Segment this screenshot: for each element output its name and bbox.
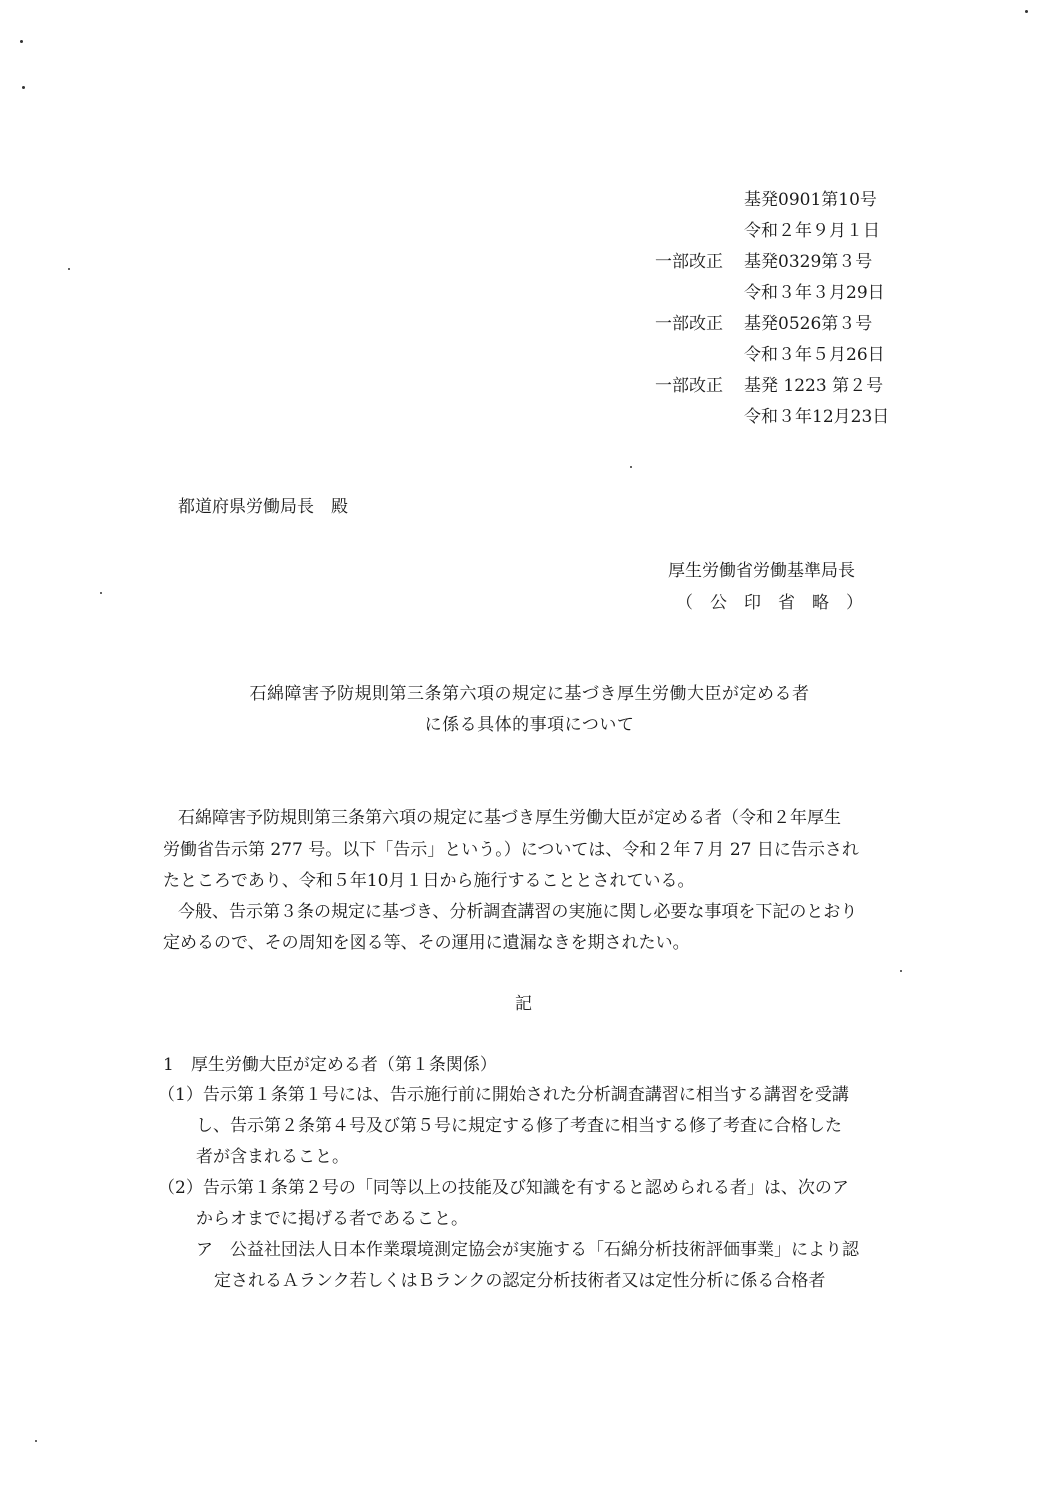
seal-note: （ 公 印 省 略 ）: [676, 593, 863, 613]
ref-date: 令和３年３月29日: [744, 283, 885, 303]
ref-number: 基発 1223 第２号: [744, 376, 884, 396]
ref-number: 基発0901第10号: [744, 190, 877, 210]
document-title-line-1: 石綿障害予防規則第三条第六項の規定に基づき厚生労働大臣が定める者: [249, 684, 810, 704]
section-item-line: （2）告示第１条第２号の「同等以上の技能及び知識を有すると認められる者」は、次のア: [158, 1178, 849, 1198]
ki-marker: 記: [515, 994, 532, 1014]
scan-speck: [22, 86, 25, 89]
scan-speck: [100, 592, 102, 594]
body-line: 労働省告示第 277 号。以下「告示」という。）については、令和２年７月 27 日に告示され: [163, 840, 859, 860]
ref-date: 令和２年９月１日: [744, 221, 880, 241]
section-item-line: からオまでに掲げる者であること。: [196, 1209, 468, 1229]
ref-amendment-label: 一部改正: [655, 252, 723, 272]
section-item-line: し、告示第２条第４号及び第５号に規定する修了考査に相当する修了考査に合格した: [196, 1116, 842, 1136]
section-subitem-line: ア 公益社団法人日本作業環境測定協会が実施する「石綿分析技術評価事業」により認: [196, 1240, 859, 1260]
document-title-line-2: に係る具体的事項について: [424, 715, 635, 735]
section-item-line: （1）告示第１条第１号には、告示施行前に開始された分析調査講習に相当する講習を受講: [158, 1085, 849, 1105]
section-item-line: 者が含まれること。: [196, 1147, 349, 1167]
section-subitem-line: 定されるＡランク若しくはＢランクの認定分析技術者又は定性分析に係る合格者: [214, 1271, 826, 1291]
scan-speck: [35, 1440, 37, 1442]
body-line: たところであり、令和５年10月１日から施行することとされている。: [163, 871, 695, 891]
ref-number: 基発0526第３号: [744, 314, 873, 334]
scan-speck: [630, 466, 632, 468]
section-heading: 1 厚生労働大臣が定める者（第１条関係）: [163, 1055, 497, 1075]
ref-amendment-label: 一部改正: [655, 376, 723, 396]
ref-amendment-label: 一部改正: [655, 314, 723, 334]
scan-speck: [20, 40, 23, 43]
body-line: 今般、告示第３条の規定に基づき、分析調査講習の実施に関し必要な事項を下記のとおり: [178, 902, 858, 922]
scan-speck: [900, 970, 902, 972]
ref-date: 令和３年12月23日: [744, 407, 890, 427]
ref-number: 基発0329第３号: [744, 252, 873, 272]
sender-name: 厚生労働省労働基準局長: [668, 561, 855, 581]
body-line: 石綿障害予防規則第三条第六項の規定に基づき厚生労働大臣が定める者（令和２年厚生: [178, 808, 841, 828]
addressee: 都道府県労働局長 殿: [178, 497, 348, 517]
scan-speck: [68, 268, 70, 270]
scan-speck: [1025, 10, 1028, 13]
body-line: 定めるので、その周知を図る等、その運用に遺漏なきを期されたい。: [163, 933, 690, 953]
ref-date: 令和３年５月26日: [744, 345, 885, 365]
